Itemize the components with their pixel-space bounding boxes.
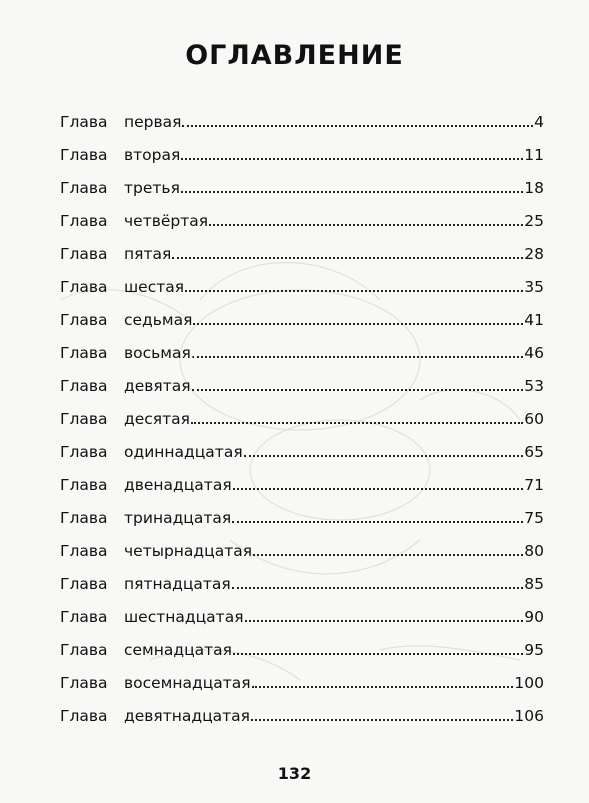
toc-entry [60, 594, 544, 627]
toc-entry [60, 396, 544, 429]
chapter-number: пятнадцатая [124, 574, 231, 593]
toc-entry [60, 132, 544, 165]
page-number: 95 [524, 640, 544, 659]
page-number: 106 [514, 706, 544, 725]
chapter-label: Глава [60, 706, 108, 725]
chapter-number: девятнадцатая [124, 706, 250, 725]
page-number: 35 [524, 277, 544, 296]
page-number: 53 [524, 376, 544, 395]
chapter-number: пятая [124, 244, 172, 263]
chapter-label: Глава [60, 475, 108, 494]
chapter-number: восемнадцатая [124, 673, 251, 692]
page-number: 25 [524, 211, 544, 230]
page-number: 85 [524, 574, 544, 593]
chapter-number: восьмая. [124, 343, 196, 362]
page-number: 65 [524, 442, 544, 461]
dot-leader [191, 422, 523, 424]
dot-leader [252, 686, 514, 688]
page-number: 71 [524, 475, 544, 494]
dot-leader [192, 389, 524, 391]
page-number: 41 [524, 310, 544, 329]
chapter-number: шестнадцатая [124, 607, 244, 626]
toc-entry [60, 165, 544, 198]
chapter-number: четвёртая [124, 211, 209, 230]
chapter-number: десятая [124, 409, 190, 428]
dot-leader [193, 323, 523, 325]
chapter-number: тринадцатая [124, 508, 232, 527]
dot-leader [244, 455, 524, 457]
toc-entry [60, 495, 544, 528]
toc-entry [60, 99, 544, 132]
chapter-label: Глава [60, 574, 108, 593]
chapter-label: Глава [60, 673, 108, 692]
chapter-number: четырнадцатая [124, 541, 253, 560]
chapter-number: первая [124, 112, 182, 131]
page-number: 60 [524, 409, 544, 428]
page-folio-number: 132 [277, 764, 312, 783]
chapter-label: Глава [60, 376, 108, 395]
toc-entry [60, 627, 544, 660]
chapter-label: Глава [60, 244, 108, 263]
chapter-label: Глава [60, 508, 108, 527]
chapter-number: седьмая [124, 310, 193, 329]
page-number: 28 [524, 244, 544, 263]
chapter-number: семнадцатая [124, 640, 233, 659]
dot-leader [253, 554, 523, 556]
dot-leader [251, 719, 513, 721]
chapter-label: Глава [60, 310, 108, 329]
chapter-label: Глава [60, 409, 108, 428]
dot-leader [245, 620, 524, 622]
dot-leader [232, 587, 524, 589]
chapter-label: Глава [60, 640, 108, 659]
page-number: 75 [524, 508, 544, 527]
toc-entry [60, 528, 544, 561]
toc-entry [60, 297, 544, 330]
chapter-number: шестая [124, 277, 185, 296]
chapter-label: Глава [60, 343, 108, 362]
page-number: 46 [524, 343, 544, 362]
page-number: 4 [534, 112, 544, 131]
page-number: 11 [524, 145, 544, 164]
chapter-label: Глава [60, 541, 108, 560]
dot-leader [209, 224, 523, 226]
chapter-label: Глава [60, 178, 108, 197]
toc-entry [60, 561, 544, 594]
page-title: ОГЛАВЛЕНИЕ [185, 40, 404, 71]
dot-leader [233, 488, 524, 490]
chapter-number: двенадцатая [124, 475, 232, 494]
chapter-label: Глава [60, 145, 108, 164]
chapter-label: Глава [60, 442, 108, 461]
toc-entry [60, 660, 544, 693]
chapter-label: Глава [60, 607, 108, 626]
dot-leader [197, 356, 524, 358]
page-number: 90 [524, 607, 544, 626]
dot-leader [185, 290, 523, 292]
toc-entry [60, 198, 544, 231]
toc-entry [60, 462, 544, 495]
toc-entry [60, 693, 544, 726]
page-number: 100 [514, 673, 544, 692]
chapter-label: Глава [60, 277, 108, 296]
chapter-number: третья [124, 178, 180, 197]
dot-leader [232, 521, 523, 523]
page-number: 80 [524, 541, 544, 560]
dot-leader [181, 158, 523, 160]
toc-entry [60, 231, 544, 264]
chapter-number: вторая [124, 145, 181, 164]
dot-leader [182, 125, 533, 127]
dot-leader [233, 653, 523, 655]
toc-entry [60, 264, 544, 297]
dot-leader [181, 191, 523, 193]
toc-entry [60, 363, 544, 396]
chapter-label: Глава [60, 112, 108, 131]
toc-entry [60, 429, 544, 462]
page-number: 18 [524, 178, 544, 197]
chapter-number: девятая [124, 376, 191, 395]
chapter-number: одиннадцатая [124, 442, 243, 461]
table-of-contents [60, 99, 544, 726]
chapter-label: Глава [60, 211, 108, 230]
toc-entry [60, 330, 544, 363]
dot-leader [172, 257, 523, 259]
